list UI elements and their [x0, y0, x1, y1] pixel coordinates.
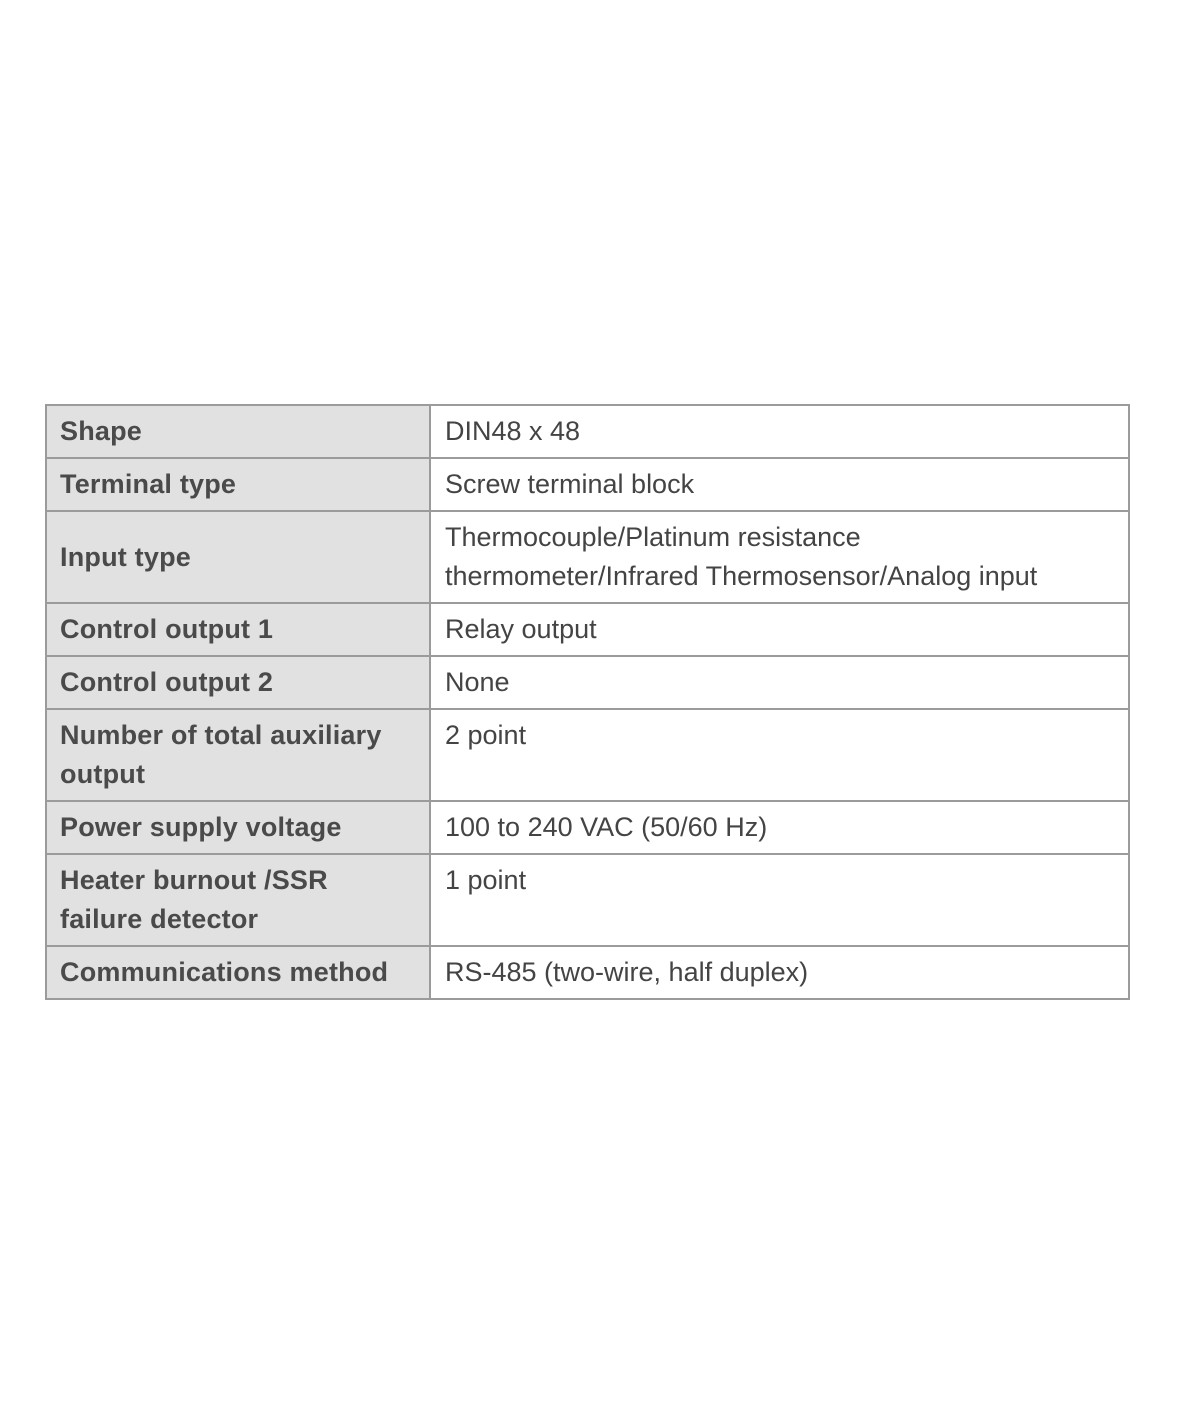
spec-value-shape: DIN48 x 48 [430, 405, 1129, 458]
spec-label-control-output-2: Control output 2 [46, 656, 430, 709]
table-row [46, 801, 1129, 854]
spec-label-communications-method: Communications method [46, 946, 430, 999]
spec-label-auxiliary-output: Number of total auxiliary output [46, 709, 430, 801]
table-row [46, 405, 1129, 458]
spec-value-auxiliary-output: 2 point [430, 709, 1129, 801]
spec-label-terminal-type: Terminal type [46, 458, 430, 511]
table-row [46, 656, 1129, 709]
spec-table [45, 404, 1130, 1000]
spec-value-heater-burnout: 1 point [430, 854, 1129, 946]
spec-value-terminal-type: Screw terminal block [430, 458, 1129, 511]
spec-value-communications-method: RS-485 (two-wire, half duplex) [430, 946, 1129, 999]
spec-value-input-type: Thermocouple/Platinum resistance thermometer/Infrared Thermosensor/Analog input [430, 511, 1129, 603]
table-row [46, 458, 1129, 511]
table-row [46, 854, 1129, 946]
table-row [46, 946, 1129, 999]
spec-label-control-output-1: Control output 1 [46, 603, 430, 656]
spec-label-power-supply-voltage: Power supply voltage [46, 801, 430, 854]
spec-value-control-output-2: None [430, 656, 1129, 709]
spec-label-heater-burnout: Heater burnout /SSR failure detector [46, 854, 430, 946]
spec-value-power-supply-voltage: 100 to 240 VAC (50/60 Hz) [430, 801, 1129, 854]
table-row [46, 709, 1129, 801]
spec-label-shape: Shape [46, 405, 430, 458]
spec-label-input-type: Input type [46, 511, 430, 603]
table-row [46, 511, 1129, 603]
spec-value-control-output-1: Relay output [430, 603, 1129, 656]
table-row [46, 603, 1129, 656]
